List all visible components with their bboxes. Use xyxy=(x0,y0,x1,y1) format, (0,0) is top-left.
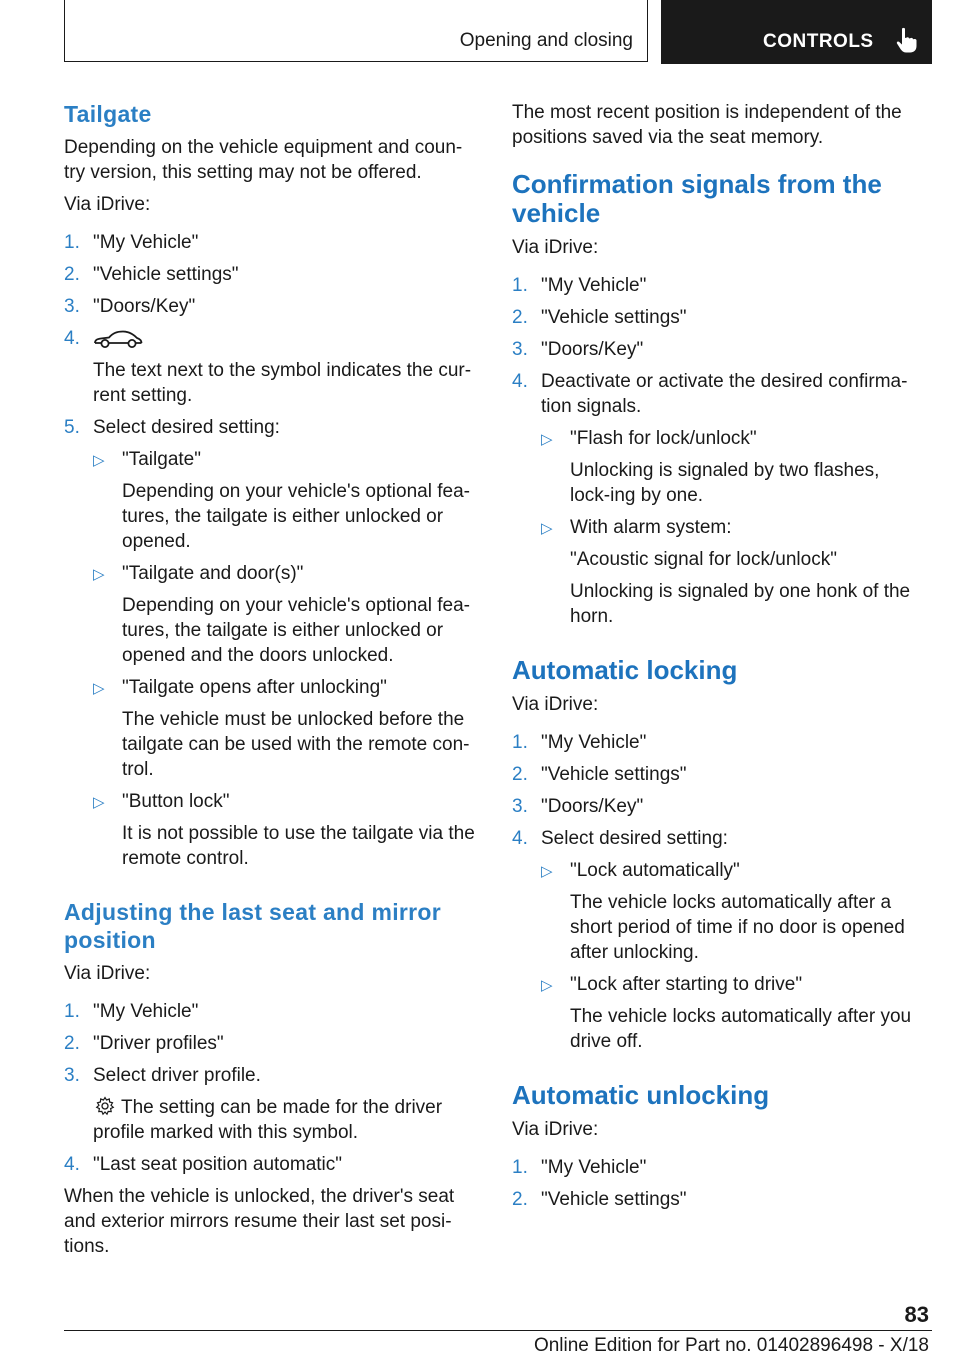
option-desc: The vehicle must be unlocked before the tailgate can be used with the remote con-trol. xyxy=(122,709,470,780)
list-item xyxy=(64,415,476,871)
list-item xyxy=(64,294,476,319)
step-text: "Driver profiles" xyxy=(93,1033,224,1054)
confirmation-options xyxy=(541,426,924,629)
step-number: 4. xyxy=(512,371,528,392)
step-text: "Doors/Key" xyxy=(541,796,644,817)
car-outline-icon xyxy=(93,328,143,350)
option-item xyxy=(541,858,924,965)
step-number: 1. xyxy=(512,275,528,296)
step-text: "Vehicle settings" xyxy=(541,307,687,328)
step-text: "My Vehicle" xyxy=(541,275,647,296)
option-label: "Lock automatically" xyxy=(570,860,740,881)
seat-via: Via iDrive: xyxy=(64,963,151,984)
edition-note: Online Edition for Part no. 01402896498 - X/18 xyxy=(533,1335,929,1356)
option-item xyxy=(541,426,924,508)
tailgate-via: Via iDrive: xyxy=(64,194,151,215)
step-number: 4. xyxy=(512,828,528,849)
list-item xyxy=(64,262,476,287)
list-item xyxy=(512,273,924,298)
list-item xyxy=(512,1155,924,1180)
option-label: "Tailgate opens after unlocking" xyxy=(122,677,387,698)
option-label: "Tailgate and door(s)" xyxy=(122,563,304,584)
list-item xyxy=(64,326,476,408)
step-number: 2. xyxy=(512,764,528,785)
left-column xyxy=(64,100,476,1259)
step-number: 2. xyxy=(512,1189,528,1210)
list-item xyxy=(512,1187,924,1212)
triangle-bullet-icon: ▷ xyxy=(93,452,105,469)
seat-memory-note: The most recent position is independent of the positions saved via the seat memory. xyxy=(512,102,902,148)
page-number: 83 xyxy=(904,1302,929,1327)
confirmation-steps xyxy=(512,273,924,629)
page-header xyxy=(64,0,932,64)
list-item xyxy=(512,794,924,819)
list-item xyxy=(64,999,476,1024)
option-desc: The vehicle locks automatically after a short period of time if no door is opened after unlocking. xyxy=(570,892,905,963)
list-item xyxy=(64,1031,476,1056)
locking-options xyxy=(541,858,924,1054)
tailgate-intro: Depending on the vehicle equipment and coun-try version, this setting may not be offered. xyxy=(64,137,463,183)
step-number: 1. xyxy=(64,1001,80,1022)
step-text: "Doors/Key" xyxy=(541,339,644,360)
tailgate-steps xyxy=(64,230,476,871)
triangle-bullet-icon: ▷ xyxy=(541,977,553,994)
locking-via: Via iDrive: xyxy=(512,694,599,715)
step-number: 5. xyxy=(64,417,80,438)
step-note: The text next to the symbol indicates the cur-rent setting. xyxy=(93,360,472,406)
step-number: 2. xyxy=(64,1033,80,1054)
step-number: 3. xyxy=(512,339,528,360)
chapter-tab xyxy=(661,0,932,64)
option-item xyxy=(93,789,476,871)
heading-automatic-unlocking: Automatic unlocking xyxy=(512,1080,770,1110)
step-number: 2. xyxy=(512,307,528,328)
heading-confirmation-signals: Confirmation signals from the vehicle xyxy=(512,169,882,228)
option-desc: "Acoustic signal for lock/unlock" xyxy=(570,549,837,570)
option-desc: Depending on your vehicle's optional fea-tures, the tailgate is either unlocked or opened and the doors unlocked. xyxy=(122,595,470,666)
pointing-hand-icon xyxy=(893,26,921,54)
option-item xyxy=(93,561,476,668)
step-text: Select driver profile. xyxy=(93,1065,261,1086)
unlocking-via: Via iDrive: xyxy=(512,1119,599,1140)
confirmation-via: Via iDrive: xyxy=(512,237,599,258)
step-number: 4. xyxy=(64,328,80,349)
right-column xyxy=(512,100,924,1219)
step-text: "Doors/Key" xyxy=(93,296,196,317)
option-desc: It is not possible to use the tailgate via the remote control. xyxy=(122,823,475,869)
step-number: 1. xyxy=(512,732,528,753)
triangle-bullet-icon: ▷ xyxy=(541,520,553,537)
option-desc: Unlocking is signaled by two flashes, lock-ing by one. xyxy=(570,460,880,506)
step-number: 3. xyxy=(64,1065,80,1086)
option-label: "Tailgate" xyxy=(122,449,201,470)
option-label: "Flash for lock/unlock" xyxy=(570,428,757,449)
step-number: 1. xyxy=(64,232,80,253)
gear-icon xyxy=(95,1096,115,1116)
option-item xyxy=(93,447,476,554)
list-item xyxy=(512,762,924,787)
chapter-title: CONTROLS xyxy=(763,31,874,52)
option-item xyxy=(541,515,924,629)
option-item xyxy=(93,675,476,782)
step-note: The setting can be made for the driver profile marked with this symbol. xyxy=(93,1097,443,1143)
option-desc: Unlocking is signaled by one honk of the horn. xyxy=(570,581,911,627)
option-label: "Button lock" xyxy=(122,791,230,812)
option-label: With alarm system: xyxy=(570,517,732,538)
locking-steps xyxy=(512,730,924,1054)
heading-tailgate: Tailgate xyxy=(64,101,152,127)
step-text: "My Vehicle" xyxy=(541,1157,647,1178)
step-text: Select desired setting: xyxy=(541,828,728,849)
step-number: 4. xyxy=(64,1154,80,1175)
option-desc: Depending on your vehicle's optional fea-tures, the tailgate is either unlocked or opened. xyxy=(122,481,470,552)
triangle-bullet-icon: ▷ xyxy=(93,794,105,811)
option-desc: The vehicle locks automatically after you drive off. xyxy=(570,1006,912,1052)
list-item xyxy=(512,305,924,330)
step-text: "Last seat position automatic" xyxy=(93,1154,343,1175)
seat-steps xyxy=(64,999,476,1177)
heading-seat-mirror: Adjusting the last seat and mirror position xyxy=(64,899,441,953)
step-text: "Vehicle settings" xyxy=(541,764,687,785)
triangle-bullet-icon: ▷ xyxy=(93,566,105,583)
seat-outro: When the vehicle is unlocked, the driver's seat and exterior mirrors resume their last set posi-tions. xyxy=(64,1186,455,1257)
step-number: 1. xyxy=(512,1157,528,1178)
step-text: "My Vehicle" xyxy=(93,1001,199,1022)
step-text: "Vehicle settings" xyxy=(541,1189,687,1210)
step-note-wrap xyxy=(93,1095,476,1145)
step-text: Deactivate or activate the desired confirma-tion signals. xyxy=(541,371,908,417)
step-text: "My Vehicle" xyxy=(541,732,647,753)
step-text: "Vehicle settings" xyxy=(93,264,239,285)
unlocking-steps xyxy=(512,1155,924,1212)
triangle-bullet-icon: ▷ xyxy=(541,431,553,448)
list-item xyxy=(64,1152,476,1177)
triangle-bullet-icon: ▷ xyxy=(541,863,553,880)
option-item xyxy=(541,972,924,1054)
list-item xyxy=(64,1063,476,1145)
heading-automatic-locking: Automatic locking xyxy=(512,655,738,685)
step-text: "My Vehicle" xyxy=(93,232,199,253)
step-number: 3. xyxy=(512,796,528,817)
tailgate-options xyxy=(93,447,476,871)
option-label: "Lock after starting to drive" xyxy=(570,974,803,995)
step-number: 2. xyxy=(64,264,80,285)
step-number: 3. xyxy=(64,296,80,317)
section-tab xyxy=(64,0,648,62)
list-item xyxy=(512,337,924,362)
list-item xyxy=(512,369,924,629)
list-item xyxy=(512,826,924,1054)
section-title: Opening and closing xyxy=(459,30,633,51)
step-text: Select desired setting: xyxy=(93,417,280,438)
list-item xyxy=(512,730,924,755)
list-item xyxy=(64,230,476,255)
footer-divider xyxy=(64,1330,932,1331)
triangle-bullet-icon: ▷ xyxy=(93,680,105,697)
